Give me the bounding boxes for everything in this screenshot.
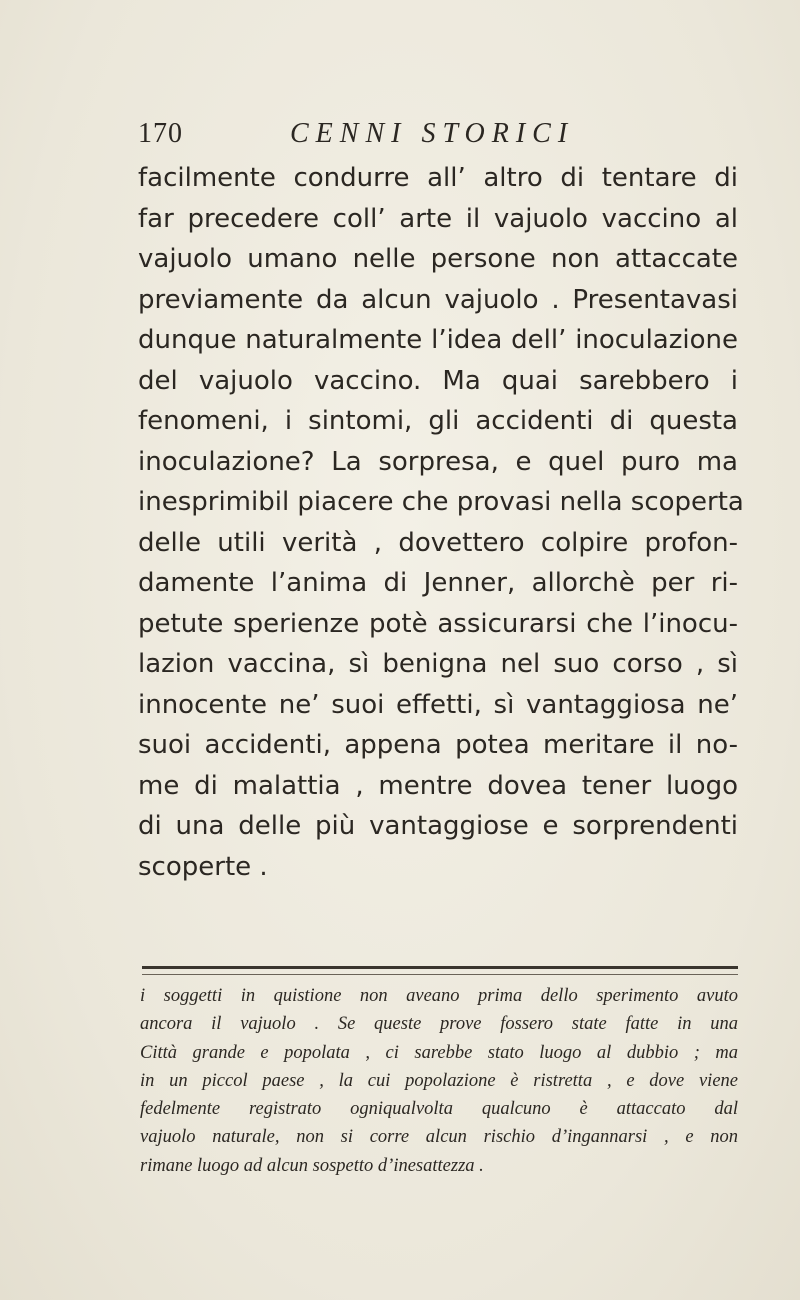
running-title: CENNI STORICI xyxy=(290,118,575,149)
text-line: fenomeni, i sintomi, gli accidenti di questa xyxy=(138,406,738,436)
text-line: di una delle più vantaggiose e sorprendenti xyxy=(138,811,738,841)
text-line: dunque naturalmente l’idea dell’ inoculazione xyxy=(138,325,738,355)
running-head xyxy=(138,118,738,158)
text-line: innocente ne’ suoi effetti, sì vantaggiosa ne’ xyxy=(138,689,738,720)
text-line: inoculazione? La sorpresa, e quel puro ma xyxy=(138,446,738,477)
text-line: lazion vaccina, sì benigna nel suo corso , sì xyxy=(138,649,738,679)
footnote xyxy=(140,982,738,1180)
text-line: delle utili verità , dovettero colpire profon- xyxy=(138,527,738,558)
footnote-line: vajuolo naturale, non si corre alcun rischio d’ingannarsi , e non xyxy=(140,1127,738,1148)
text-line: far precedere coll’ arte il vajuolo vaccino al xyxy=(138,203,738,234)
text-line: petute sperienze potè assicurarsi che l’inocu- xyxy=(138,608,738,639)
footnote-divider xyxy=(142,966,738,975)
body-text xyxy=(138,158,744,887)
footnote-line: i soggetti in quistione non aveano prima dello sperimento avuto xyxy=(140,986,738,1006)
text-line: suoi accidenti, appena potea meritare il no- xyxy=(138,730,738,760)
text-line: scoperte . xyxy=(138,851,268,882)
footnote-line: ancora il vajuolo . Se queste prove fossero state fatte in una xyxy=(140,1014,738,1035)
text-line: damente l’anima di Jenner, allorchè per ri- xyxy=(138,568,738,598)
text-line: inesprimibil piacere che provasi nella scoperta xyxy=(138,487,744,517)
footnote-line: Città grande e popolata , ci sarebbe stato luogo al dubbio ; ma xyxy=(140,1042,738,1063)
footnote-line: rimane luogo ad alcun sospetto d’inesattezza . xyxy=(140,1155,484,1176)
text-line: previamente da alcun vajuolo . Presentavasi xyxy=(138,284,738,315)
footnote-line: in un piccol paese , la cui popolazione è ristretta , e dove viene xyxy=(140,1070,738,1091)
page-number: 170 xyxy=(138,118,183,149)
text-line: facilmente condurre all’ altro di tentare di xyxy=(138,163,738,193)
text-line: me di malattia , mentre dovea tener luogo xyxy=(138,770,738,801)
text-line: del vajuolo vaccino. Ma quai sarebbero i xyxy=(138,365,738,396)
footnote-line: fedelmente registrato ogniqualvolta qualcuno è attaccato dal xyxy=(140,1099,738,1120)
text-line: vajuolo umano nelle persone non attaccate xyxy=(138,244,738,274)
